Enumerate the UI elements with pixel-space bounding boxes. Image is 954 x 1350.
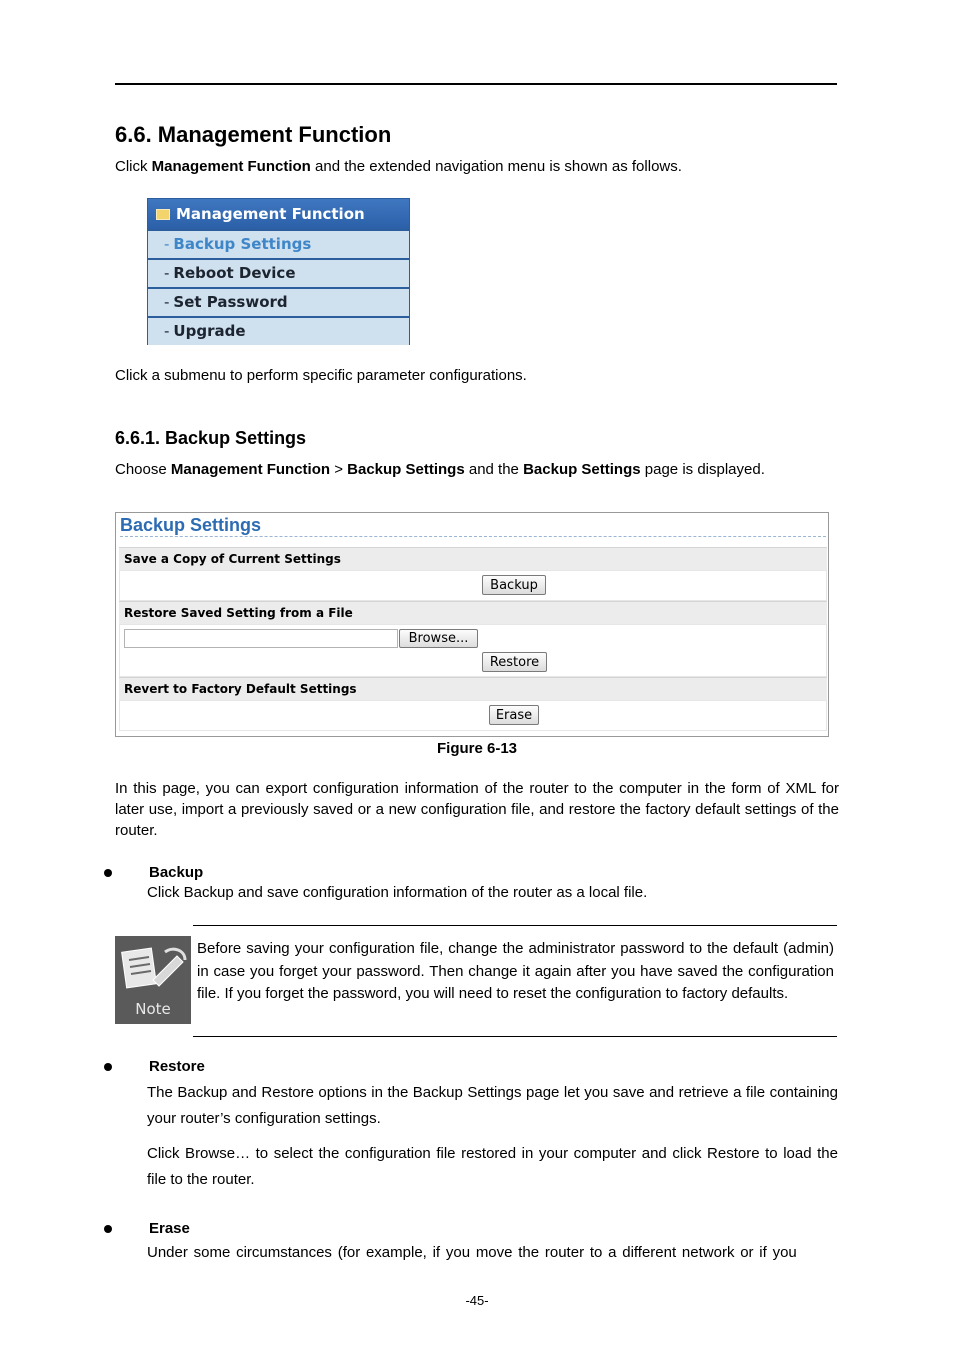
- nav-menu-header[interactable]: [148, 199, 409, 229]
- intro-text-1: Click: [115, 158, 152, 175]
- choose-bold: Backup Settings: [347, 461, 465, 478]
- browse-button[interactable]: Browse...: [399, 629, 478, 648]
- backup-button[interactable]: Backup: [482, 575, 546, 595]
- choose-bold: Management Function: [170, 461, 331, 478]
- overview-paragraph: In this page, you can export configuration information of the router to the computer in the form of XML for later use, import a previously saved or a new configuration file, and restore the factory default settings of the router.: [115, 780, 839, 839]
- nav-menu-header-label: Management Function: [176, 205, 365, 223]
- intro-text-2: and the extended navigation menu is shown as follows.: [310, 158, 682, 175]
- intro-paragraph: [115, 156, 682, 177]
- nav-item-label: Reboot Device: [173, 264, 296, 282]
- nav-item-label: Upgrade: [173, 322, 246, 340]
- save-section-body: [119, 570, 827, 601]
- note-bottom-rule: [193, 1036, 837, 1037]
- choose-text: and the: [464, 461, 524, 478]
- nav-item-dash: -: [164, 264, 170, 282]
- note-icon: [115, 936, 191, 1024]
- nav-item-upgrade[interactable]: [148, 316, 409, 345]
- nav-item-set-password[interactable]: [148, 287, 409, 316]
- file-path-input[interactable]: [124, 629, 398, 648]
- figure-caption: Figure 6-13: [436, 740, 518, 757]
- nav-item-dash: -: [164, 293, 170, 311]
- erase-button[interactable]: Erase: [489, 705, 539, 725]
- folder-icon: [156, 209, 170, 220]
- subsection-title: 6.6.1. Backup Settings: [115, 428, 307, 448]
- backup-heading: Backup: [149, 864, 204, 881]
- nav-item-backup-settings[interactable]: [148, 229, 409, 258]
- restore-text-2: Click Browse… to select the configuration file restored in your computer and click Restore to load the file to the router.: [147, 1145, 838, 1188]
- bullet-icon: [104, 869, 112, 877]
- bullet-icon: [104, 1225, 112, 1233]
- erase-heading: Erase: [149, 1220, 190, 1237]
- section-title: 6.6. Management Function: [115, 122, 392, 147]
- note-label: Note: [135, 1000, 171, 1018]
- choose-paragraph: [115, 459, 765, 480]
- backup-text: Click Backup and save configuration information of the router as a local file.: [147, 884, 648, 901]
- choose-text: >: [330, 461, 348, 478]
- management-nav-menu: [147, 198, 410, 345]
- nav-item-dash: -: [164, 322, 170, 340]
- nav-item-dash: -: [164, 235, 170, 253]
- choose-bold: Backup Settings: [523, 461, 641, 478]
- note-pencil-icon: [115, 936, 191, 996]
- panel-title: Backup Settings: [120, 515, 262, 535]
- panel-title-divider: [120, 536, 826, 537]
- restore-section-body: [119, 624, 827, 677]
- save-section-label: Save a Copy of Current Settings: [119, 547, 827, 570]
- page-number: -45-: [465, 1293, 489, 1308]
- note-text: Before saving your configuration file, change the administrator password to the default (admin) in case you forget your password. Then change it again after you have saved the configuration file. If you forget the password, you will need to reset the configuration to factory defaults.: [197, 940, 834, 1002]
- choose-text: Choose: [115, 461, 171, 478]
- note-top-rule: [193, 925, 837, 926]
- erase-text: Under some circumstances (for example, if you move the router to a different network or if you: [147, 1244, 797, 1261]
- revert-section-body: [119, 700, 827, 731]
- backup-settings-panel: [115, 512, 829, 737]
- nav-item-label: Set Password: [173, 293, 288, 311]
- intro-bold: Management Function: [151, 158, 311, 175]
- revert-section-label: Revert to Factory Default Settings: [119, 677, 827, 700]
- nav-item-label: Backup Settings: [173, 235, 312, 253]
- submenu-note: Click a submenu to perform specific parameter configurations.: [115, 367, 527, 384]
- choose-text: page is displayed.: [640, 461, 765, 478]
- restore-text-1: The Backup and Restore options in the Backup Settings page let you save and retrieve a file containing your router’s configuration settings.: [147, 1084, 838, 1127]
- restore-button[interactable]: Restore: [482, 652, 547, 672]
- restore-heading: Restore: [149, 1058, 205, 1075]
- header-rule: [115, 83, 837, 85]
- bullet-icon: [104, 1063, 112, 1071]
- nav-item-reboot-device[interactable]: [148, 258, 409, 287]
- restore-section-label: Restore Saved Setting from a File: [119, 601, 827, 624]
